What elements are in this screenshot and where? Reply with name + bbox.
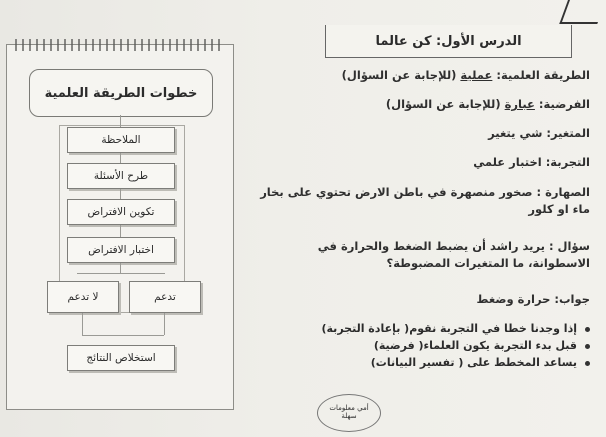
- question: سؤال : يريد راشد أن يضبط الضغط والحرارة في الاسطوانة، ما المتغيرات المضبوطة؟: [317, 239, 590, 270]
- underlined-word: عملية: [460, 68, 493, 82]
- bullet-icon: [585, 361, 590, 366]
- connector: [120, 153, 121, 163]
- branch-not-support: لا تدعم: [47, 281, 119, 313]
- bullet-icon: [585, 327, 590, 332]
- line-magma: الصهارة : صخور منصهرة في باطن الارض تحتوي على بخار ماء او كلور: [260, 185, 590, 216]
- step-test: اختبار الافتراض: [67, 237, 175, 263]
- connector: [82, 335, 164, 336]
- stamp-logo: [317, 394, 381, 432]
- line-hypothesis: [260, 97, 590, 111]
- bullet-icon: [585, 344, 590, 349]
- note: (للإجابة عن السؤال): [385, 97, 501, 111]
- bullet-text: إذا وجدنا خطا في التجربة نقوم( بإعادة التجربة): [321, 322, 577, 335]
- line-experiment: التجربة: اختبار علمي: [473, 155, 590, 169]
- answer: جواب: حرارة وضغط: [476, 292, 590, 306]
- step-hypothesis: تكوين الافتراض: [67, 199, 175, 225]
- corner-mark: [559, 0, 606, 24]
- connector: [164, 313, 165, 335]
- flowchart-title: خطوات الطريقة العلمية: [29, 69, 213, 117]
- connector: [120, 115, 121, 127]
- connector: [120, 263, 121, 273]
- note: (للإجابة عن السؤال): [341, 68, 457, 82]
- stamp-text: سهلة: [341, 412, 357, 420]
- connector: [120, 225, 121, 237]
- bullet-list: [260, 322, 590, 373]
- connector: [82, 313, 83, 335]
- line-scientific-method: [260, 68, 590, 82]
- branch-support: تدعم: [129, 281, 201, 313]
- bullet-text: يساعد المخطط على ( تفسير البيانات): [370, 356, 577, 369]
- label: الطريقة العلمية:: [496, 68, 590, 82]
- line-variable: المتغير: شي يتغير: [488, 126, 590, 140]
- lesson-title: الدرس الأول: كن عالما: [325, 25, 572, 58]
- connector: [77, 273, 165, 274]
- stamp-text: أمي معلومات: [329, 404, 369, 413]
- list-item: [260, 339, 590, 352]
- list-item: [260, 356, 590, 369]
- bullet-text: قبل بدء التجربة يكون العلماء( فرضية): [373, 339, 577, 352]
- list-item: [260, 322, 590, 335]
- step-questions: طرح الأسئلة: [67, 163, 175, 189]
- step-observation: الملاحظة: [67, 127, 175, 153]
- step-conclusion: استخلاص النتائج: [67, 345, 175, 371]
- flowchart-panel: [6, 44, 234, 410]
- underlined-word: عبارة: [504, 97, 535, 111]
- connector: [120, 189, 121, 199]
- notebook-spiral: [15, 39, 225, 51]
- label: الفرضية:: [538, 97, 590, 111]
